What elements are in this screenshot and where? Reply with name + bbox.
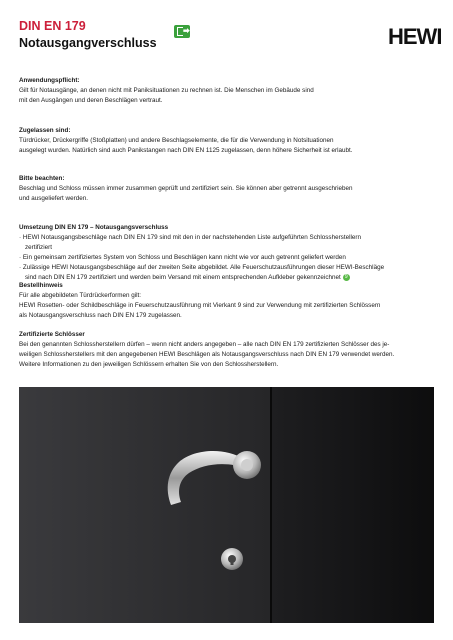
list-item: · Zulässige HEWI Notausgangsbeschläge auf der zweiten Seite abgebildet. Alle Feuerschutzausführungen dieser HEWI-Beschläge — [19, 264, 385, 271]
paragraph-line: Türdrücker, Drückergriffe (Stoßplatten) und andere Beschlagselemente, die für die Verwendung in Notsituationen — [19, 137, 334, 144]
section-zertifizierte-schloesser — [19, 330, 439, 370]
section-heading: Bestellhinweis — [19, 282, 63, 289]
paragraph-line: mit den Ausgängen und deren Beschlägen vertraut. — [19, 97, 163, 104]
paragraph-line: ausgelegt wurden. Natürlich sind auch Panikstangen nach DIN EN 1125 zugelassen, denn höhere Sicherheit ist erlaubt. — [19, 147, 353, 154]
door-leaf-right — [271, 387, 434, 623]
door-leaf-left — [19, 387, 271, 623]
section-anwendungspflicht — [19, 76, 439, 106]
section-heading: Bitte beachten: — [19, 175, 65, 182]
section-umsetzung — [19, 223, 439, 283]
section-bitte-beachten — [19, 174, 439, 204]
section-heading: Anwendungspflicht: — [19, 77, 80, 84]
list-item-text: sind nach DIN EN 179 zertifiziert und werden beim Versand mit einem entsprechenden Aufkleber gekennzeichnet — [25, 274, 341, 281]
vierkant-badge: 9 — [343, 274, 350, 281]
door-handle-illustration — [19, 387, 434, 623]
paragraph-line: Für alle abgebildeten Türdrückerformen gilt: — [19, 292, 142, 299]
paragraph-line: und ausgeliefert werden. — [19, 195, 88, 202]
section-heading: Umsetzung DIN EN 179 – Notausgangsverschluss — [19, 224, 169, 231]
emergency-exit-icon: ⮕ — [174, 25, 190, 38]
door-handle-photo — [19, 387, 434, 623]
list-item: · HEWI Notausgangsbeschläge nach DIN EN 179 sind mit den in der nachstehenden Liste aufgeführten Schlossherstellern — [19, 234, 361, 241]
list-item: zertifiziert — [25, 244, 52, 251]
section-heading: Zugelassen sind: — [19, 127, 71, 134]
list-item: · Ein gemeinsam zertifiziertes System von Schloss und Beschlägen kann nicht wie vor auch getrennt geliefert werden — [19, 254, 346, 261]
paragraph-line: Gilt für Notausgänge, an denen nicht mit Paniksituationen zu rechnen ist. Die Menschen im Gebäude sind — [19, 87, 314, 94]
hewi-logo: HEWI — [388, 24, 442, 49]
paragraph-line: Beschlag und Schloss müssen immer zusammen geprüft und zertifiziert sein. Sie können aber getrennt ausgeschrieben — [19, 185, 353, 192]
section-bestellhinweis — [19, 281, 439, 321]
document-subtitle: Notausgangverschluss — [19, 36, 157, 50]
paragraph-line: Bei den genannten Schlossherstellern dürfen – wenn nicht anders angegeben – alle nach DIN EN 179 zertifizierten Schlösser des je- — [19, 341, 390, 348]
section-heading: Zertifizierte Schlösser — [19, 331, 85, 338]
paragraph-line: als Notausgangsverschluss nach DIN EN 179 zugelassen. — [19, 312, 182, 319]
document-title: DIN EN 179 — [19, 19, 86, 33]
section-zugelassen — [19, 126, 439, 156]
paragraph-line: Weitere Informationen zu den jeweiligen Schlössern erhalten Sie von den Schlossherstellern. — [19, 361, 279, 368]
paragraph-line: HEWI Rosetten- oder Schildbeschläge in Feuerschutzausführung mit Vierkant 9 sind zur Verwendung mit zertifizierten Schlössern — [19, 302, 381, 309]
paragraph-line: weiligen Schlossherstellers mit den angegebenen HEWI Beschlägen als Notausgangsverschluss nach DIN EN 179 verwendet werden. — [19, 351, 395, 358]
